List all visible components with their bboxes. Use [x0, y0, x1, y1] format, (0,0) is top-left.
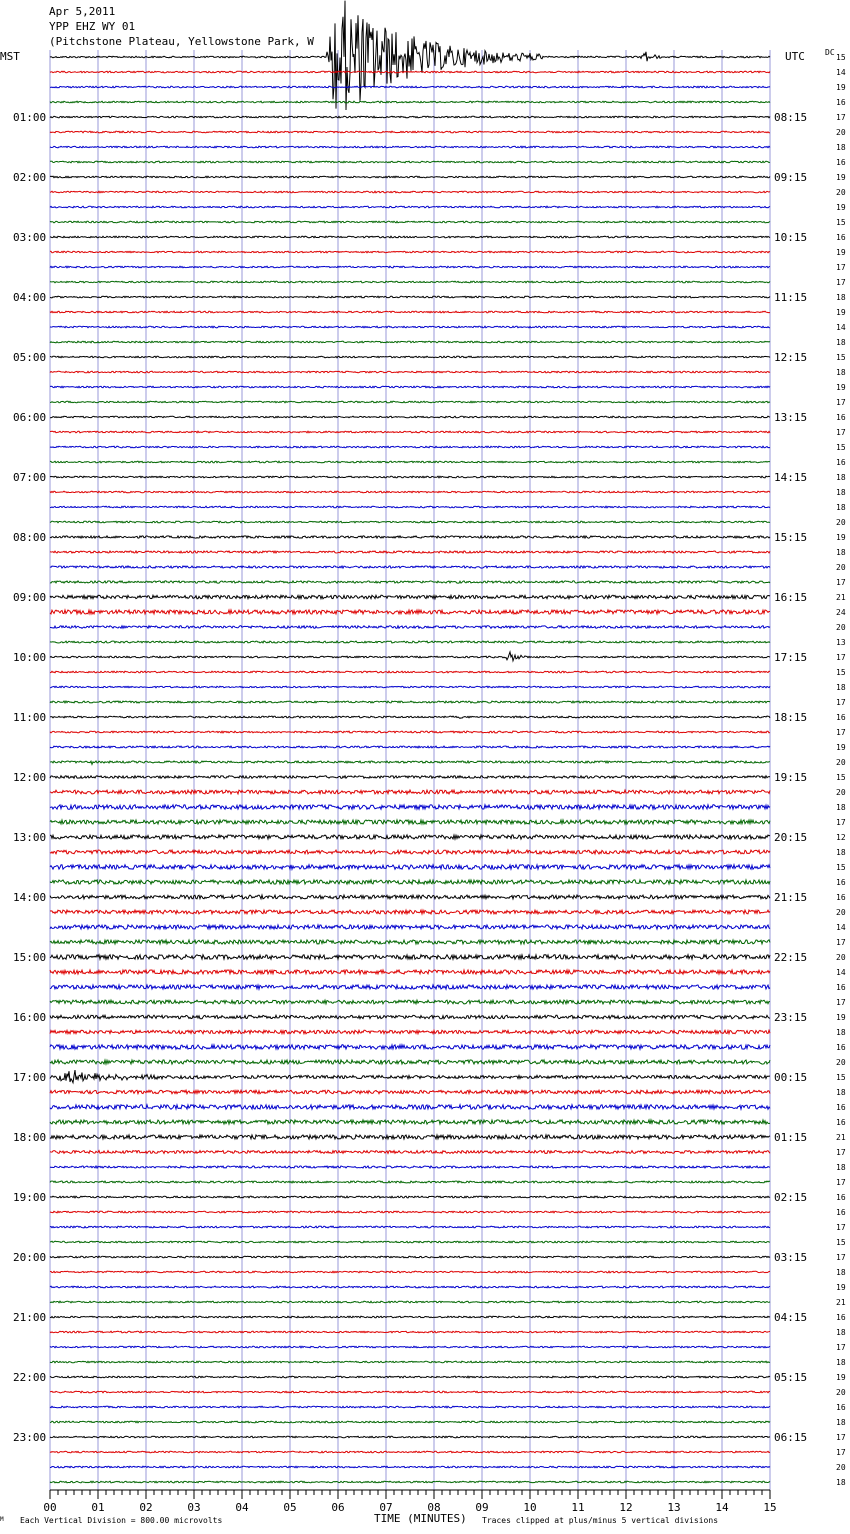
seismic-trace	[50, 895, 770, 899]
utc-hour-label: 10:15	[774, 231, 808, 244]
dc-offset-label: 16	[836, 983, 846, 992]
dc-offset-label: 18	[836, 848, 846, 857]
dc-offset-label: 15	[836, 863, 846, 872]
dc-offset-label: 16	[836, 413, 846, 422]
dc-offset-label: 15	[836, 668, 846, 677]
clip-note: Traces clipped at plus/minus 5 vertical divisions	[482, 1516, 719, 1525]
dc-offset-label: 16	[836, 158, 846, 167]
utc-hour-label: 00:15	[774, 1071, 808, 1084]
seismic-trace	[50, 116, 770, 118]
seismic-trace	[50, 1196, 770, 1198]
seismic-trace	[50, 790, 770, 794]
dc-offset-label: 16	[836, 1313, 846, 1322]
seismic-trace	[50, 251, 770, 253]
seismic-trace	[50, 326, 770, 328]
dc-offset-label: 18	[836, 1328, 846, 1337]
x-tick-label: 11	[571, 1501, 585, 1514]
seismic-trace	[50, 1090, 770, 1094]
seismic-trace	[50, 431, 770, 433]
x-axis-title: TIME (MINUTES)	[374, 1512, 467, 1525]
x-tick-label: 03	[187, 1501, 201, 1514]
seismic-trace	[50, 820, 770, 824]
utc-hour-label: 15:15	[774, 531, 808, 544]
utc-hour-label: 14:15	[774, 471, 808, 484]
dc-offset-label: 20	[836, 1463, 846, 1472]
dc-label: DC	[825, 48, 835, 57]
mst-hour-label: 06:00	[13, 411, 47, 424]
dc-offset-label: 18	[836, 1268, 846, 1277]
dc-offset-label: 17	[836, 1253, 846, 1262]
dc-offset-label: 15	[836, 353, 846, 362]
seismic-trace	[50, 536, 770, 538]
utc-hour-label: 02:15	[774, 1191, 808, 1204]
seismic-trace	[50, 1421, 770, 1423]
seismic-trace	[50, 880, 770, 884]
seismic-trace	[50, 371, 770, 373]
dc-offset-label: 17	[836, 1433, 846, 1442]
dc-offset-label: 18	[836, 488, 846, 497]
mst-hour-label: 04:00	[13, 291, 47, 304]
dc-offset-label: 18	[836, 1478, 846, 1487]
seismic-trace	[50, 1361, 770, 1363]
dc-offset-label: 16	[836, 893, 846, 902]
mst-hour-label: 14:00	[13, 891, 47, 904]
seismic-trace	[50, 281, 770, 283]
seismic-trace	[50, 476, 770, 478]
seismic-trace	[50, 1466, 770, 1468]
dc-offset-label: 19	[836, 248, 846, 257]
utc-hour-label: 06:15	[774, 1431, 808, 1444]
seismic-trace	[50, 1256, 770, 1258]
dc-offset-label: 18	[836, 338, 846, 347]
seismic-trace	[50, 146, 770, 148]
seismic-trace	[50, 1, 770, 110]
seismic-trace	[50, 1241, 770, 1243]
dc-offset-label: 15	[836, 443, 846, 452]
dc-offset-label: 16	[836, 98, 846, 107]
seismic-trace	[50, 701, 770, 703]
seismic-trace	[50, 581, 770, 583]
dc-offset-label: 13	[836, 638, 846, 647]
utc-hour-label: 13:15	[774, 411, 808, 424]
utc-hour-label: 11:15	[774, 291, 808, 304]
x-tick-label: 08	[427, 1501, 441, 1514]
x-tick-label: 00	[43, 1501, 57, 1514]
dc-offset-label: 18	[836, 1028, 846, 1037]
mst-hour-label: 23:00	[13, 1431, 47, 1444]
seismic-trace	[50, 176, 770, 178]
dc-offset-label: 14	[836, 323, 846, 332]
dc-offset-label: 20	[836, 188, 846, 197]
seismic-trace	[50, 1346, 770, 1348]
seismic-trace	[50, 491, 770, 493]
x-tick-label: 13	[667, 1501, 681, 1514]
dc-offset-label: 21	[836, 1298, 846, 1307]
mst-hour-label: 18:00	[13, 1131, 47, 1144]
seismic-trace	[50, 1301, 770, 1303]
seismic-trace	[50, 641, 770, 643]
dc-offset-label: 16	[836, 233, 846, 242]
seismic-trace	[50, 1151, 770, 1154]
x-tick-label: 15	[763, 1501, 777, 1514]
dc-offset-label: 17	[836, 698, 846, 707]
seismic-trace	[50, 1286, 770, 1288]
seismic-trace	[50, 506, 770, 508]
dc-offset-label: 17	[836, 428, 846, 437]
seismic-trace	[50, 1406, 770, 1408]
dc-offset-label: 18	[836, 1163, 846, 1172]
seismic-trace	[50, 805, 770, 809]
seismic-trace	[50, 761, 770, 764]
seismic-trace	[50, 1376, 770, 1378]
dc-offset-label: 17	[836, 998, 846, 1007]
seismic-trace	[50, 1000, 770, 1004]
dc-offset-label: 19	[836, 743, 846, 752]
mst-hour-label: 19:00	[13, 1191, 47, 1204]
dc-offset-label: 16	[836, 1043, 846, 1052]
x-tick-label: 10	[523, 1501, 537, 1514]
dc-offset-label: 19	[836, 1013, 846, 1022]
seismic-trace	[50, 101, 770, 103]
seismic-trace	[50, 401, 770, 403]
dc-offset-label: 18	[836, 548, 846, 557]
seismic-trace	[50, 386, 770, 388]
x-tick-label: 14	[715, 1501, 729, 1514]
dc-offset-label: 20	[836, 908, 846, 917]
dc-offset-label: 15	[836, 773, 846, 782]
dc-offset-label: 20	[836, 518, 846, 527]
record-date: Apr 5,2011	[49, 5, 116, 18]
mst-hour-label: 09:00	[13, 591, 47, 604]
mst-hour-label: 22:00	[13, 1371, 47, 1384]
dc-offset-label: 15	[836, 1073, 846, 1082]
utc-hour-label: 19:15	[774, 771, 808, 784]
station-location: (Pitchstone Plateau, Yellowstone Park, W	[49, 35, 314, 48]
dc-offset-label: 14	[836, 68, 846, 77]
utc-hour-label: 12:15	[774, 351, 808, 364]
mst-hour-label: 07:00	[13, 471, 47, 484]
dc-offset-label: 17	[836, 728, 846, 737]
mst-hour-label: 08:00	[13, 531, 47, 544]
x-tick-label: 09	[475, 1501, 489, 1514]
dc-offset-label: 14	[836, 923, 846, 932]
mst-hour-label: 02:00	[13, 171, 47, 184]
seismic-trace	[50, 1045, 770, 1049]
seismic-trace	[50, 746, 770, 748]
x-tick-label: 04	[235, 1501, 249, 1514]
left-timezone-label: MST	[0, 50, 20, 63]
seismic-trace	[50, 776, 770, 779]
seismic-trace	[50, 835, 770, 839]
station-code: YPP EHZ WY 01	[49, 20, 136, 33]
dc-offset-label: 24	[836, 608, 846, 617]
dc-offset-label: 17	[836, 398, 846, 407]
seismic-trace	[50, 595, 770, 599]
dc-offset-label: 14	[836, 968, 846, 977]
mst-hour-label: 03:00	[13, 231, 47, 244]
seismic-trace	[50, 925, 770, 929]
dc-offset-label: 12	[836, 833, 846, 842]
seismic-trace	[50, 236, 770, 238]
mst-hour-label: 10:00	[13, 651, 47, 664]
mst-hour-label: 16:00	[13, 1011, 47, 1024]
seismic-trace	[50, 1181, 770, 1183]
seismic-trace	[50, 1451, 770, 1453]
seismic-trace	[50, 850, 770, 854]
seismic-trace	[50, 311, 770, 313]
seismic-trace	[50, 1105, 770, 1109]
dc-offset-label: 15	[836, 218, 846, 227]
mst-hour-label: 15:00	[13, 951, 47, 964]
dc-offset-label: 19	[836, 1283, 846, 1292]
dc-offset-label: 16	[836, 878, 846, 887]
dc-offset-label: 17	[836, 818, 846, 827]
seismic-trace	[50, 1436, 770, 1438]
dc-offset-label: 19	[836, 83, 846, 92]
dc-offset-label: 16	[836, 713, 846, 722]
x-tick-label: 01	[91, 1501, 105, 1514]
seismic-trace	[50, 161, 770, 163]
seismic-trace	[50, 865, 770, 869]
dc-offset-label: 17	[836, 1448, 846, 1457]
dc-offset-label: 20	[836, 1058, 846, 1067]
dc-offset-label: 17	[836, 113, 846, 122]
dc-offset-label: 16	[836, 1118, 846, 1127]
seismic-trace	[50, 1030, 770, 1034]
dc-offset-label: 21	[836, 1133, 846, 1142]
scale-note: Each Vertical Division = 800.00 microvolts	[20, 1516, 223, 1525]
seismic-trace	[50, 1316, 770, 1318]
seismic-trace	[50, 551, 770, 553]
utc-hour-label: 08:15	[774, 111, 808, 124]
seismic-trace	[50, 461, 770, 463]
x-tick-label: 12	[619, 1501, 633, 1514]
dc-offset-label: 17	[836, 938, 846, 947]
seismic-trace	[50, 1481, 770, 1483]
seismic-trace	[50, 1015, 770, 1019]
utc-hour-label: 18:15	[774, 711, 808, 724]
utc-hour-label: 01:15	[774, 1131, 808, 1144]
seismic-trace	[50, 296, 770, 298]
dc-offset-label: 20	[836, 953, 846, 962]
corner-mark: M	[0, 1516, 4, 1523]
dc-offset-label: 21	[836, 593, 846, 602]
utc-hour-label: 16:15	[774, 591, 808, 604]
seismic-trace	[50, 1060, 770, 1064]
seismic-trace	[50, 71, 770, 73]
dc-offset-label: 20	[836, 563, 846, 572]
dc-offset-label: 15	[836, 53, 846, 62]
dc-offset-label: 20	[836, 623, 846, 632]
seismic-trace	[50, 940, 770, 944]
seismic-trace	[50, 652, 770, 661]
dc-offset-label: 16	[836, 1403, 846, 1412]
seismic-trace	[50, 191, 770, 193]
seismic-trace	[50, 1211, 770, 1213]
mst-hour-label: 01:00	[13, 111, 47, 124]
dc-offset-label: 19	[836, 308, 846, 317]
seismic-trace	[50, 521, 770, 523]
x-tick-label: 05	[283, 1501, 297, 1514]
dc-offset-label: 17	[836, 263, 846, 272]
dc-offset-label: 20	[836, 128, 846, 137]
seismic-trace	[50, 221, 770, 223]
dc-offset-label: 19	[836, 1373, 846, 1382]
seismic-trace	[50, 985, 770, 989]
mst-hour-label: 11:00	[13, 711, 47, 724]
seismic-trace	[50, 446, 770, 448]
dc-offset-label: 20	[836, 788, 846, 797]
right-timezone-label: UTC	[785, 50, 805, 63]
dc-offset-label: 18	[836, 293, 846, 302]
seismic-trace	[50, 970, 770, 974]
seismic-trace	[50, 1271, 770, 1273]
seismic-trace	[50, 910, 770, 914]
dc-offset-label: 18	[836, 1358, 846, 1367]
dc-offset-label: 18	[836, 143, 846, 152]
dc-offset-label: 17	[836, 653, 846, 662]
seismic-trace	[50, 1166, 770, 1168]
x-tick-label: 02	[139, 1501, 153, 1514]
dc-offset-label: 17	[836, 1223, 846, 1232]
seismic-trace	[50, 731, 770, 733]
dc-offset-label: 18	[836, 368, 846, 377]
dc-offset-label: 16	[836, 1208, 846, 1217]
dc-offset-label: 17	[836, 1148, 846, 1157]
seismic-trace	[50, 955, 770, 959]
seismic-trace	[50, 686, 770, 688]
dc-offset-label: 16	[836, 1193, 846, 1202]
dc-offset-label: 19	[836, 173, 846, 182]
dc-offset-label: 18	[836, 503, 846, 512]
mst-hour-label: 12:00	[13, 771, 47, 784]
x-tick-label: 06	[331, 1501, 345, 1514]
mst-hour-label: 20:00	[13, 1251, 47, 1264]
seismic-trace	[50, 131, 770, 133]
seismic-trace	[50, 1331, 770, 1333]
seismic-trace	[50, 671, 770, 673]
seismic-trace	[50, 1135, 770, 1139]
dc-offset-label: 19	[836, 533, 846, 542]
dc-offset-label: 18	[836, 803, 846, 812]
seismic-trace	[50, 206, 770, 208]
dc-offset-label: 20	[836, 1388, 846, 1397]
dc-offset-label: 17	[836, 278, 846, 287]
dc-offset-label: 18	[836, 683, 846, 692]
seismic-trace	[50, 266, 770, 268]
seismic-trace	[50, 1120, 770, 1124]
seismic-trace	[50, 1226, 770, 1228]
utc-hour-label: 03:15	[774, 1251, 808, 1264]
dc-offset-label: 17	[836, 1178, 846, 1187]
x-tick-label: 07	[379, 1501, 393, 1514]
seismic-trace	[50, 341, 770, 343]
dc-offset-label: 17	[836, 578, 846, 587]
mst-hour-label: 17:00	[13, 1071, 47, 1084]
dc-offset-label: 16	[836, 1103, 846, 1112]
seismic-trace	[50, 610, 770, 614]
utc-hour-label: 04:15	[774, 1311, 808, 1324]
dc-offset-label: 17	[836, 1343, 846, 1352]
utc-hour-label: 21:15	[774, 891, 808, 904]
utc-hour-label: 09:15	[774, 171, 808, 184]
dc-offset-label: 18	[836, 473, 846, 482]
dc-offset-label: 20	[836, 758, 846, 767]
seismic-trace	[50, 716, 770, 718]
utc-hour-label: 05:15	[774, 1371, 808, 1384]
dc-offset-label: 18	[836, 1418, 846, 1427]
utc-hour-label: 22:15	[774, 951, 808, 964]
seismic-trace	[50, 1070, 770, 1083]
dc-offset-label: 18	[836, 1088, 846, 1097]
mst-hour-label: 21:00	[13, 1311, 47, 1324]
seismic-trace	[50, 86, 770, 88]
dc-offset-label: 15	[836, 1238, 846, 1247]
utc-hour-label: 17:15	[774, 651, 808, 664]
seismic-trace	[50, 566, 770, 568]
mst-hour-label: 05:00	[13, 351, 47, 364]
seismic-trace	[50, 1391, 770, 1393]
seismic-trace	[50, 626, 770, 629]
utc-hour-label: 23:15	[774, 1011, 808, 1024]
dc-offset-label: 19	[836, 383, 846, 392]
seismic-trace	[50, 416, 770, 418]
dc-offset-label: 16	[836, 458, 846, 467]
utc-hour-label: 20:15	[774, 831, 808, 844]
dc-offset-label: 19	[836, 203, 846, 212]
mst-hour-label: 13:00	[13, 831, 47, 844]
seismic-trace	[50, 356, 770, 358]
